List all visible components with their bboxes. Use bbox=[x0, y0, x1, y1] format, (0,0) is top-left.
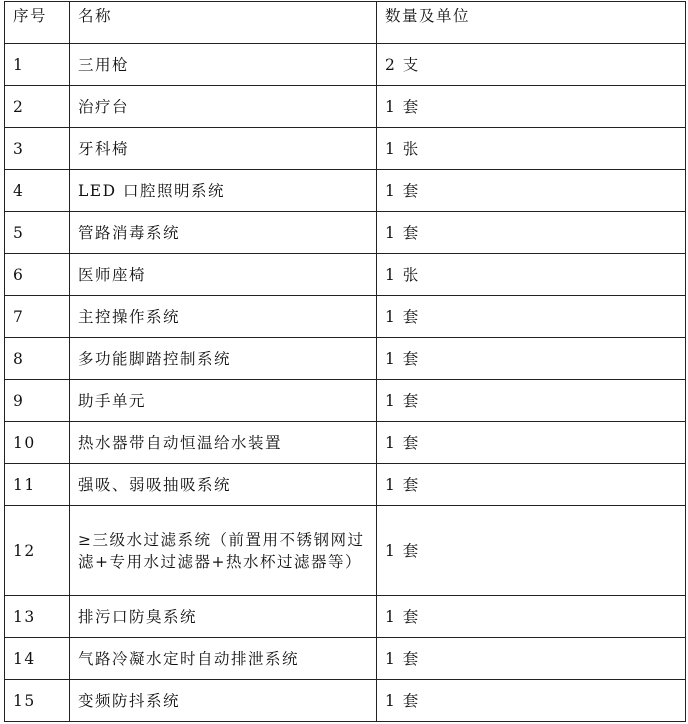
table-row bbox=[5, 296, 686, 338]
row-qty: 1 张 bbox=[377, 254, 686, 296]
row-name: LED 口腔照明系统 bbox=[70, 170, 377, 212]
row-no: 10 bbox=[5, 422, 70, 464]
row-qty: 1 套 bbox=[377, 638, 686, 680]
row-qty: 1 套 bbox=[377, 170, 686, 212]
row-name: 排污口防臭系统 bbox=[70, 596, 377, 638]
row-name: 热水器带自动恒温给水装置 bbox=[70, 422, 377, 464]
table-row bbox=[5, 422, 686, 464]
header-qty: 数量及单位 bbox=[377, 2, 686, 44]
row-no: 13 bbox=[5, 596, 70, 638]
row-name: 治疗台 bbox=[70, 86, 377, 128]
row-qty: 1 套 bbox=[377, 680, 686, 722]
table-header-row bbox=[5, 2, 686, 44]
row-qty: 1 套 bbox=[377, 422, 686, 464]
table-row bbox=[5, 86, 686, 128]
table-row bbox=[5, 680, 686, 722]
header-no: 序号 bbox=[5, 2, 70, 44]
row-qty: 1 套 bbox=[377, 296, 686, 338]
row-no: 8 bbox=[5, 338, 70, 380]
table-row bbox=[5, 170, 686, 212]
row-qty: 1 套 bbox=[377, 212, 686, 254]
row-no: 3 bbox=[5, 128, 70, 170]
table-row bbox=[5, 464, 686, 506]
row-name: 气路冷凝水定时自动排泄系统 bbox=[70, 638, 377, 680]
row-qty: 1 套 bbox=[377, 380, 686, 422]
row-name: 助手单元 bbox=[70, 380, 377, 422]
row-no: 1 bbox=[5, 44, 70, 86]
row-no: 7 bbox=[5, 296, 70, 338]
row-name: 牙科椅 bbox=[70, 128, 377, 170]
header-name: 名称 bbox=[70, 2, 377, 44]
row-name: 三用枪 bbox=[70, 44, 377, 86]
table-row bbox=[5, 44, 686, 86]
row-name: 医师座椅 bbox=[70, 254, 377, 296]
row-no: 9 bbox=[5, 380, 70, 422]
table-row bbox=[5, 338, 686, 380]
equipment-table bbox=[4, 1, 686, 722]
row-no: 12 bbox=[5, 506, 70, 596]
row-qty: 1 套 bbox=[377, 338, 686, 380]
row-qty: 1 套 bbox=[377, 86, 686, 128]
row-name: 主控操作系统 bbox=[70, 296, 377, 338]
row-qty: 1 套 bbox=[377, 596, 686, 638]
table-row bbox=[5, 596, 686, 638]
table-row bbox=[5, 254, 686, 296]
row-qty: 1 套 bbox=[377, 506, 686, 596]
table-row bbox=[5, 506, 686, 596]
row-no: 2 bbox=[5, 86, 70, 128]
row-no: 5 bbox=[5, 212, 70, 254]
row-no: 15 bbox=[5, 680, 70, 722]
table-row bbox=[5, 638, 686, 680]
row-no: 6 bbox=[5, 254, 70, 296]
row-qty: 1 张 bbox=[377, 128, 686, 170]
row-no: 11 bbox=[5, 464, 70, 506]
row-no: 4 bbox=[5, 170, 70, 212]
row-qty: 1 套 bbox=[377, 464, 686, 506]
row-name: 变频防抖系统 bbox=[70, 680, 377, 722]
row-name: ≥三级水过滤系统（前置用不锈钢网过滤+专用水过滤器+热水杯过滤器等） bbox=[70, 506, 377, 596]
row-qty: 2 支 bbox=[377, 44, 686, 86]
row-name: 强吸、弱吸抽吸系统 bbox=[70, 464, 377, 506]
table-row bbox=[5, 128, 686, 170]
table-row bbox=[5, 380, 686, 422]
table-row bbox=[5, 212, 686, 254]
row-no: 14 bbox=[5, 638, 70, 680]
row-name: 管路消毒系统 bbox=[70, 212, 377, 254]
row-name: 多功能脚踏控制系统 bbox=[70, 338, 377, 380]
